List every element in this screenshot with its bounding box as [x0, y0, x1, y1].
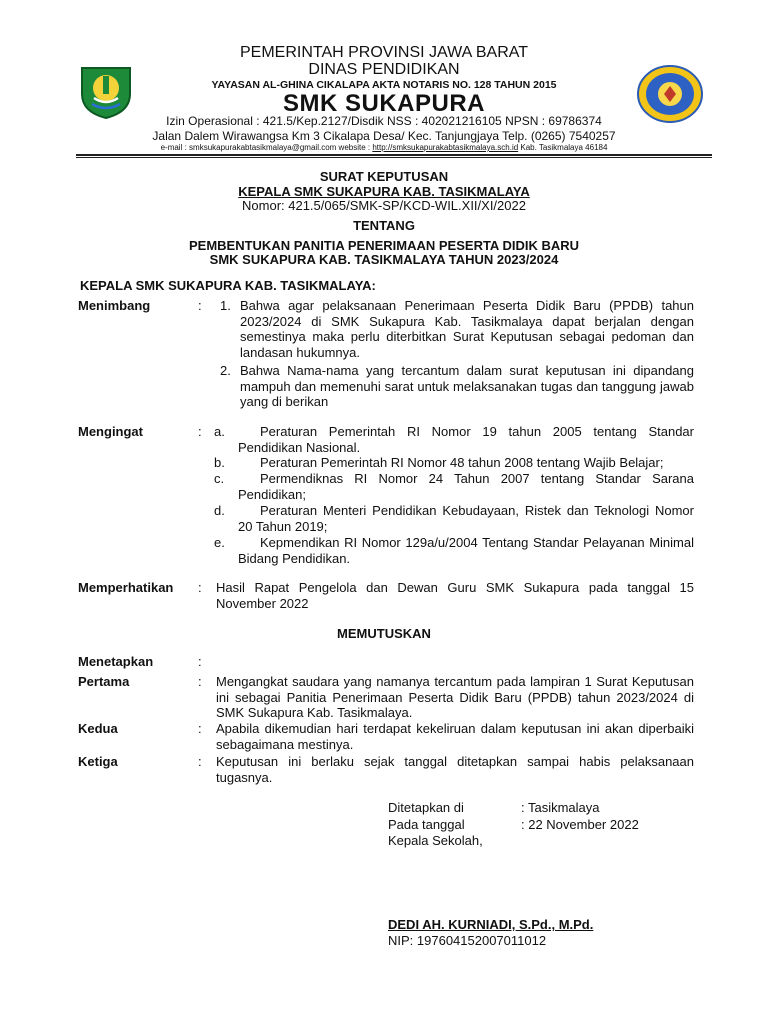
menimbang-item-1-num: 1.	[220, 298, 231, 313]
ketiga-text: Keputusan ini berlaku sejak tanggal ditetapkan sampai habis pelaksanaan tugasnya.	[216, 754, 694, 785]
menimbang-item-2-num: 2.	[220, 363, 231, 378]
mengingat-item-e: Kepmendikan RI Nomor 129a/u/2004 Tentang Standar Pelayanan Minimal Bidang Pendidikan.	[238, 535, 694, 566]
signatory-nip: NIP: 197604152007011012	[388, 933, 547, 948]
decision-heading: MEMUTUSKAN	[337, 626, 431, 641]
about-label: TENTANG	[353, 218, 415, 233]
letterhead-school-name: SMK SUKAPURA	[282, 90, 485, 117]
memperhatikan-label: Memperhatikan	[78, 580, 174, 595]
mengingat-item-e-num: e.	[214, 535, 225, 550]
memperhatikan-colon: :	[198, 580, 202, 595]
document-number: Nomor: 421.5/065/SMK-SP/KCD-WIL.XII/XI/2022	[242, 198, 526, 213]
about-line-1: PEMBENTUKAN PANITIA PENERIMAAN PESERTA DIDIK BARU	[188, 238, 579, 253]
letterhead-permit: Izin Operasional : 421.5/Kep.2127/Disdik NSS : 402021216105 NPSN : 69786374	[166, 114, 602, 128]
mengingat-label: Mengingat	[78, 424, 143, 439]
letterhead-province: PEMERINTAH PROVINSI JAWA BARAT	[239, 44, 529, 61]
mengingat-colon: :	[198, 424, 202, 439]
ketiga-label: Ketiga	[78, 754, 118, 769]
ketiga-colon: :	[198, 754, 202, 769]
pertama-label: Pertama	[78, 674, 130, 689]
mengingat-item-b: Peraturan Pemerintah RI Nomor 48 tahun 2008 tentang Wajib Belajar;	[260, 455, 664, 470]
letterhead-divider	[76, 154, 712, 156]
letterhead-foundation: YAYASAN AL-GHINA CIKALAPA AKTA NOTARIS NO. 128 TAHUN 2015	[211, 79, 557, 91]
menimbang-item-2: Bahwa Nama-nama yang tercantum dalam surat keputusan ini dipandang mampuh dan memenuhi sarat untuk melaksanakan tugas dan tanggung jawab yang di berikan	[240, 363, 694, 409]
kedua-text: Apabila dikemudian hari terdapat kekeliruan dalam keputusan ini akan diperbaiki sebagaimana mestinya.	[216, 721, 694, 752]
menetapkan-label: Menetapkan	[78, 654, 154, 669]
signature-date-label: Pada tanggal	[388, 817, 465, 832]
mengingat-item-d: Peraturan Menteri Pendidikan Kebudayaan, Ristek dan Teknologi Nomor 20 Tahun 2019;	[238, 503, 694, 534]
pertama-colon: :	[198, 674, 202, 689]
pertama-text: Mengangkat saudara yang namanya tercantum pada lampiran 1 Surat Keputusan ini sebagai Panitia Penerimaan Peserta Didik Baru (PPDB) tahun 2023/2024 di SMK Sukapura Kab. Tasikmalaya.	[216, 674, 694, 720]
signature-place-value: : Tasikmalaya	[521, 800, 600, 815]
menetapkan-colon: :	[198, 654, 202, 669]
kedua-colon: :	[198, 721, 202, 736]
memperhatikan-text: Hasil Rapat Pengelola dan Dewan Guru SMK Sukapura pada tanggal 15 November 2022	[216, 580, 694, 611]
mengingat-item-d-num: d.	[214, 503, 225, 518]
opening-heading: KEPALA SMK SUKAPURA KAB. TASIKMALAYA:	[80, 278, 376, 293]
signature-place-label: Ditetapkan di	[388, 800, 464, 815]
menimbang-label: Menimbang	[78, 298, 151, 313]
menimbang-colon: :	[198, 298, 202, 313]
mengingat-item-c: Permendiknas RI Nomor 24 Tahun 2007 tentang Standar Sarana Pendidikan;	[238, 471, 694, 502]
letterhead-contact	[0, 143, 768, 152]
signature-date-value: : 22 November 2022	[521, 817, 639, 832]
mengingat-item-a: Peraturan Pemerintah RI Nomor 19 tahun 2005 tentang Standar Pendidikan Nasional.	[238, 424, 694, 455]
signature-role: Kepala Sekolah,	[388, 833, 483, 848]
signatory-name: DEDI AH. KURNIADI, S.Pd., M.Pd.	[388, 917, 594, 932]
contact-email: e-mail : smksukapurakabtasikmalaya@gmail.com website :	[160, 143, 373, 152]
letterhead-address: Jalan Dalem Wirawangsa Km 3 Cikalapa Desa/ Kec. Tanjungjaya Telp. (0265) 7540257	[152, 129, 616, 143]
mengingat-item-c-num: c.	[214, 471, 225, 486]
menimbang-item-1: Bahwa agar pelaksanaan Penerimaan Peserta Didik Baru (PPDB) tahun 2023/2024 di SMK Sukapura Kab. Tasikmalaya dapat berjalan dengan semestinya maka perlu diterbitkan Surat Keputusan sebagai pedoman dan landasan hukumnya.	[240, 298, 694, 360]
document-type: SURAT KEPUTUSAN	[319, 169, 449, 184]
mengingat-item-b-num: b.	[214, 455, 225, 470]
contact-city: Kab. Tasikmalaya 46184	[518, 143, 608, 152]
website-link[interactable]: http://smksukapurakabtasikmalaya.sch.id	[372, 143, 519, 152]
letterhead-divider-thin	[76, 157, 712, 158]
document-issuer: KEPALA SMK SUKAPURA KAB. TASIKMALAYA	[238, 184, 530, 199]
kedua-label: Kedua	[78, 721, 118, 736]
about-line-2: SMK SUKAPURA KAB. TASIKMALAYA TAHUN 2023/2024	[209, 252, 559, 267]
letterhead-department: DINAS PENDIDIKAN	[308, 61, 460, 78]
mengingat-item-a-num: a.	[214, 424, 225, 439]
